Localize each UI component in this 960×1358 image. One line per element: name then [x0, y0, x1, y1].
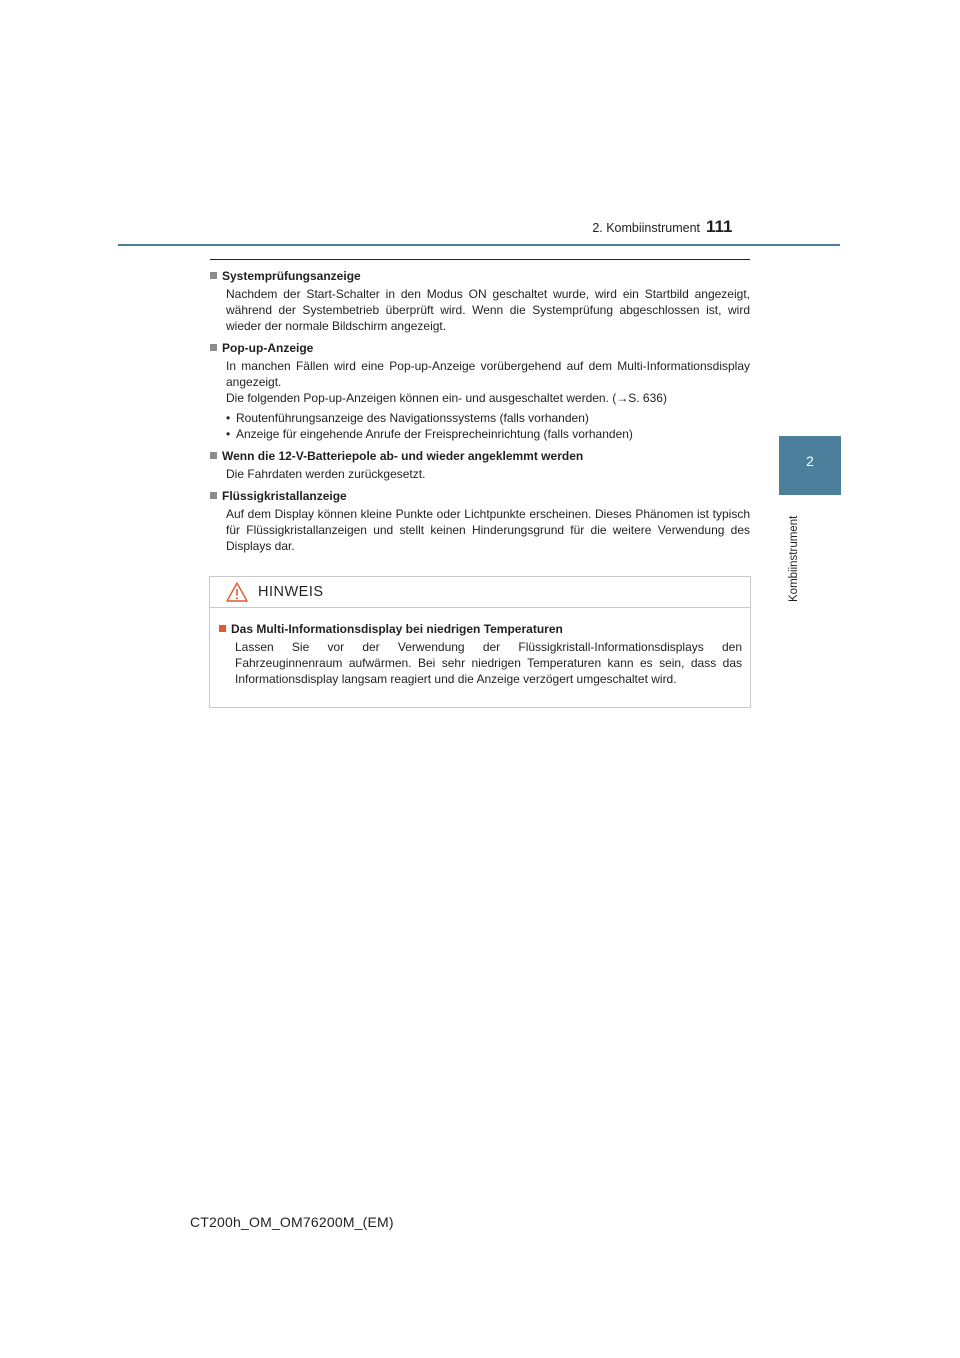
notice-item-body: Lassen Sie vor der Verwendung der Flüssigkristall-Informationsdisplays den Fahrzeuginnenraum aufwärmen. Bei sehr niedrigen Temperaturen kann es sein, dass das Informationsdisplay langsam reagiert und die Anzeige verzögert umgeschaltet wird.	[235, 640, 742, 686]
item-title: Flüssigkristallanzeige	[222, 489, 347, 503]
info-item-popup	[210, 340, 750, 442]
item-title: Pop-up-Anzeige	[222, 341, 314, 355]
warning-triangle-icon	[226, 582, 248, 602]
document-code: CT200h_OM_OM76200M_(EM)	[190, 1214, 394, 1230]
list-item: • Routenführungsanzeige des Navigationssystems (falls vorhanden)	[226, 410, 750, 426]
notice-title: HINWEIS	[258, 584, 324, 600]
notice-header	[210, 577, 750, 608]
chapter-number: 2	[806, 453, 814, 469]
item-title: Wenn die 12-V-Batteriepole ab- und wieder angeklemmt werden	[222, 449, 584, 463]
chapter-label: Kombiinstrument	[788, 515, 800, 602]
info-item-lcd	[210, 488, 750, 554]
notice-box	[209, 576, 751, 708]
header-rule	[118, 244, 840, 246]
square-bullet-icon	[210, 492, 217, 499]
info-item-battery	[210, 448, 750, 482]
square-bullet-icon	[210, 452, 217, 459]
item-paragraph: Die Fahrdaten werden zurückgesetzt.	[226, 467, 426, 481]
item-title: Systemprüfungsanzeige	[222, 269, 361, 283]
notice-content	[210, 608, 750, 687]
item-paragraph: In manchen Fällen wird eine Pop-up-Anzeige vorübergehend auf dem Multi-Informationsdisplay angezeigt.	[226, 359, 750, 389]
content-top-rule	[210, 259, 750, 260]
notice-item-title: Das Multi-Informationsdisplay bei niedrigen Temperaturen	[231, 622, 563, 636]
main-content	[210, 268, 750, 560]
info-item-system-check	[210, 268, 750, 334]
item-paragraph: Nachdem der Start-Schalter in den Modus ON geschaltet wurde, wird ein Startbild angezeigt, während der Systembetrieb überprüft wird. Wenn die Systemprüfung abgeschlossen ist, wird wieder der normale Bildschirm angezeigt.	[226, 287, 750, 333]
square-bullet-icon	[210, 272, 217, 279]
bullet-list	[226, 410, 750, 442]
list-item: • Anzeige für eingehende Anrufe der Freisprecheinrichtung (falls vorhanden)	[226, 426, 750, 442]
chapter-tab	[779, 436, 841, 495]
square-bullet-icon	[219, 625, 226, 632]
item-paragraph: Auf dem Display können kleine Punkte oder Lichtpunkte erscheinen. Dieses Phänomen ist typisch für Flüssigkristallanzeigen und stellt keinen Hinderungsgrund für die weitere Verwendung des Displays dar.	[226, 507, 750, 553]
section-title: 2. Kombiinstrument	[592, 221, 700, 235]
item-paragraph: Die folgenden Pop-up-Anzeigen können ein- und ausgeschaltet werden. (→S. 636)	[226, 391, 667, 405]
square-bullet-icon	[210, 344, 217, 351]
page-number: 111	[706, 217, 733, 236]
